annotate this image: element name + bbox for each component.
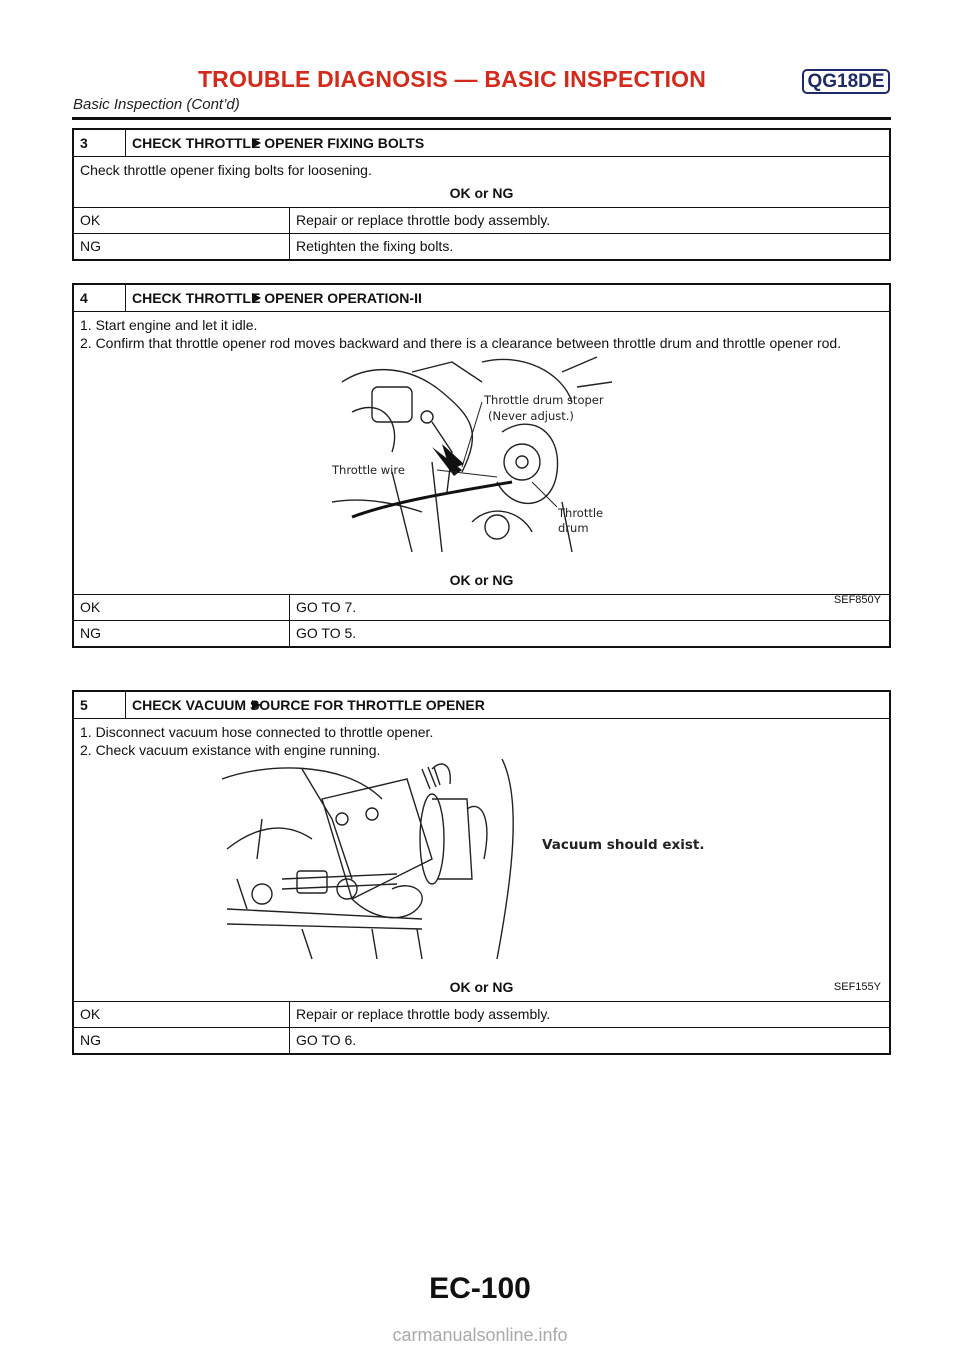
step-3-box xyxy=(72,128,891,261)
result-row-ng xyxy=(74,234,889,259)
arrow-right-icon xyxy=(252,293,261,303)
step-header xyxy=(74,692,889,719)
vacuum-illustration xyxy=(222,759,742,969)
step-instruction: 1. Start engine and let it idle. xyxy=(80,317,258,333)
decision-label: OK or NG xyxy=(449,979,514,995)
page-number: EC-100 xyxy=(429,1272,531,1305)
watermark: carmanualsonline.info xyxy=(392,1325,568,1345)
model-badge: QG18DE xyxy=(802,69,890,94)
vacuum-figure xyxy=(222,759,742,969)
result-action: Retighten the fixing bolts. xyxy=(289,234,889,259)
result-label: OK xyxy=(80,212,101,228)
step-5-box xyxy=(72,690,891,1055)
step-instruction: 2. Check vacuum existance with engine running. xyxy=(80,742,381,758)
step-header xyxy=(74,285,889,312)
step-title: CHECK THROTTLE OPENER OPERATION-II xyxy=(132,290,422,306)
result-label: OK xyxy=(80,599,101,615)
result-action: GO TO 6. xyxy=(289,1028,889,1053)
step-body xyxy=(74,312,889,606)
step-header xyxy=(74,130,889,157)
page-subtitle: Basic Inspection (Cont’d) xyxy=(73,96,240,113)
result-row-ok xyxy=(74,208,889,234)
header-rule xyxy=(72,117,891,120)
label-never-adjust: (Never adjust.) xyxy=(487,409,574,423)
figure-ref: SEF155Y xyxy=(833,981,881,993)
page-title: TROUBLE DIAGNOSIS — BASIC INSPECTION xyxy=(197,66,707,92)
result-action: GO TO 5. xyxy=(289,621,889,646)
step-instruction: 2. Confirm that throttle opener rod moves backward and there is a clearance between throttle drum and throttle opener rod. xyxy=(80,335,842,351)
result-row-ok xyxy=(74,1002,889,1028)
label-throttle-drum-1: Throttle xyxy=(557,506,603,520)
step-4-box xyxy=(72,283,891,648)
arrow-right-icon xyxy=(252,700,261,710)
result-action: Repair or replace throttle body assembly. xyxy=(289,208,889,233)
step-title: CHECK VACUUM SOURCE FOR THROTTLE OPENER xyxy=(132,697,485,713)
result-row-ok xyxy=(74,595,889,621)
label-throttle-drum-2: drum xyxy=(557,521,589,535)
label-drum-stoper: Throttle drum stoper xyxy=(483,393,604,407)
result-label: NG xyxy=(80,1032,101,1048)
step-title: CHECK THROTTLE OPENER FIXING BOLTS xyxy=(132,135,425,151)
label-vacuum-should-exist: Vacuum should exist. xyxy=(541,837,704,853)
step-number: 5 xyxy=(74,692,126,718)
arrow-right-icon xyxy=(252,138,261,148)
result-label: NG xyxy=(80,625,101,641)
result-label: NG xyxy=(80,238,101,254)
decision-label: OK or NG xyxy=(449,185,514,201)
result-action: GO TO 7. xyxy=(289,595,889,620)
figure-ref: SEF850Y xyxy=(833,594,881,606)
step-number: 4 xyxy=(74,285,126,311)
step-instruction: Check throttle opener fixing bolts for loosening. xyxy=(80,162,372,178)
throttle-drum-figure xyxy=(332,352,632,562)
step-number: 3 xyxy=(74,130,126,156)
result-row-ng xyxy=(74,1028,889,1053)
throttle-drum-illustration xyxy=(332,352,632,562)
step-body xyxy=(74,719,889,1002)
result-row-ng xyxy=(74,621,889,646)
step-body xyxy=(74,157,889,208)
result-label: OK xyxy=(80,1006,101,1022)
label-throttle-wire: Throttle wire xyxy=(331,463,405,477)
decision-label: OK or NG xyxy=(449,572,514,588)
result-action: Repair or replace throttle body assembly. xyxy=(289,1002,889,1027)
step-instruction: 1. Disconnect vacuum hose connected to throttle opener. xyxy=(80,724,434,740)
